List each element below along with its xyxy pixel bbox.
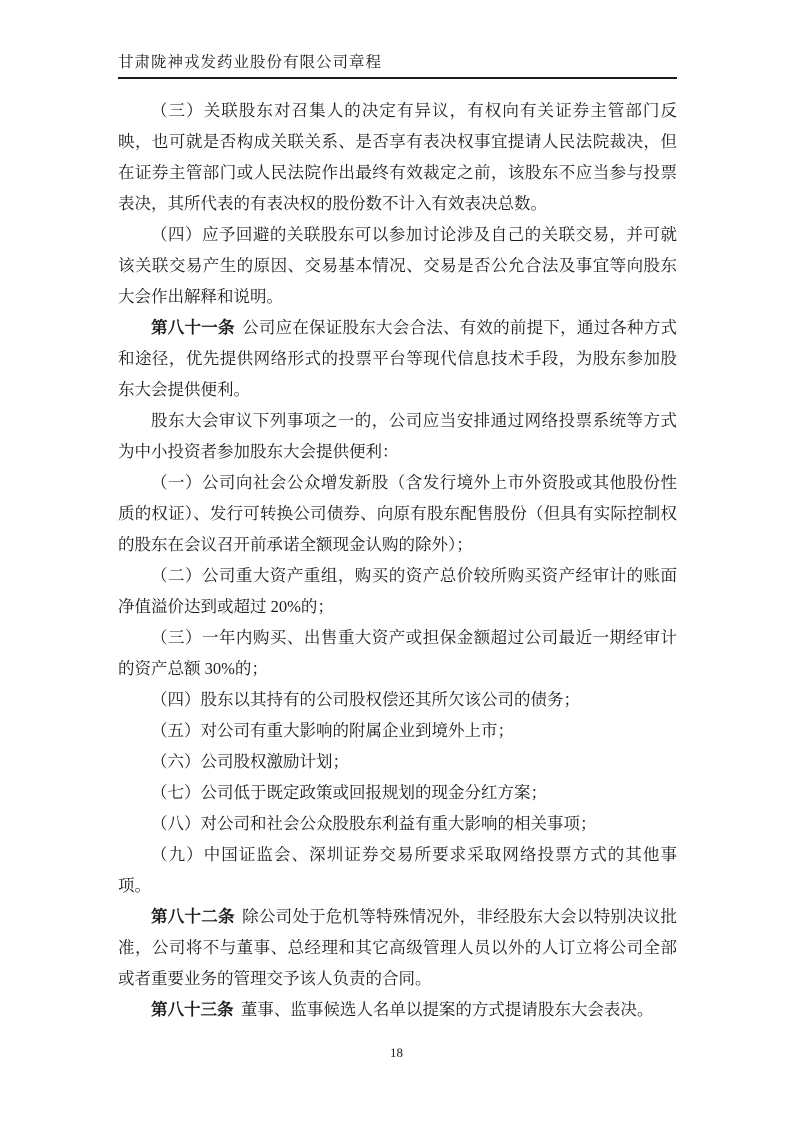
paragraph-text: （八）对公司和社会公众股股东利益有重大影响的相关事项； xyxy=(151,814,597,833)
paragraph-item-6 xyxy=(118,746,677,777)
article-number: 第八十一条 xyxy=(151,318,235,337)
paragraph-text: （二）公司重大资产重组，购买的资产总价较所购买资产经审计的账面净值溢价达到或超过 20%的； xyxy=(118,566,677,616)
paragraph-article-83 xyxy=(118,994,677,1025)
article-number: 第八十三条 xyxy=(151,1000,234,1019)
paragraph-article-81-intro xyxy=(118,405,677,467)
paragraph-article-82 xyxy=(118,901,677,994)
paragraph-item-9 xyxy=(118,839,677,901)
paragraph-item-7 xyxy=(118,777,677,808)
page-header xyxy=(118,50,677,79)
paragraph-text: （九）中国证监会、深圳证券交易所要求采取网络投票方式的其他事项。 xyxy=(118,845,677,895)
paragraph-text: 除公司处于危机等特殊情况外，非经股东大会以特别决议批准，公司将不与董事、总经理和其它高级管理人员以外的人订立将公司全部或者重要业务的管理交予该人负责的合同。 xyxy=(118,907,678,988)
header-title: 甘肃陇神戎发药业股份有限公司章程 xyxy=(118,54,383,71)
paragraph-text: （六）公司股权激励计划； xyxy=(151,752,349,771)
paragraph-item-5 xyxy=(118,715,677,746)
page-footer xyxy=(0,1044,793,1062)
paragraph-item-1 xyxy=(118,467,677,560)
paragraph-item-4 xyxy=(118,684,677,715)
paragraph-text: 股东大会审议下列事项之一的，公司应当安排通过网络投票系统等方式为中小投资者参加股东大会提供便利： xyxy=(118,411,677,461)
paragraph-article-81 xyxy=(118,312,677,405)
paragraph-text: 董事、监事候选人名单以提案的方式提请股东大会表决。 xyxy=(240,1000,654,1019)
paragraph-text: （七）公司低于既定政策或回报规划的现金分红方案； xyxy=(151,783,547,802)
paragraph-clause-3 xyxy=(118,95,677,219)
paragraph-text: （三）一年内购买、出售重大资产或担保金额超过公司最近一期经审计的资产总额 30%的； xyxy=(118,628,677,678)
paragraph-item-8 xyxy=(118,808,677,839)
paragraph-clause-4 xyxy=(118,219,677,312)
paragraph-text: （四）应予回避的关联股东可以参加讨论涉及自己的关联交易，并可就该关联交易产生的原因、交易基本情况、交易是否公允合法及事宜等向股东大会作出解释和说明。 xyxy=(118,225,677,306)
paragraph-text: （一）公司向社会公众增发新股（含发行境外上市外资股或其他股份性质的权证）、发行可转换公司债券、向原有股东配售股份（但具有实际控制权的股东在会议召开前承诺全额现金认购的除外）； xyxy=(118,473,677,554)
paragraph-text: （五）对公司有重大影响的附属企业到境外上市； xyxy=(151,721,514,740)
article-number: 第八十二条 xyxy=(151,907,235,926)
paragraph-item-2 xyxy=(118,560,677,622)
paragraph-text: （四）股东以其持有的公司股权偿还其所欠该公司的债务； xyxy=(151,690,580,709)
paragraph-text: （三）关联股东对召集人的决定有异议，有权向有关证券主管部门反映，也可就是否构成关联关系、是否享有表决权事宜提请人民法院裁决，但在证券主管部门或人民法院作出最终有效裁定之前，该股东不应当参与投票表决，其所代表的有表决权的股份数不计入有效表决总数。 xyxy=(118,101,677,213)
paragraph-item-3 xyxy=(118,622,677,684)
page-number: 18 xyxy=(390,1045,403,1060)
paragraph-text: 公司应在保证股东大会合法、有效的前提下，通过各种方式和途径，优先提供网络形式的投票平台等现代信息技术手段，为股东参加股东大会提供便利。 xyxy=(118,318,678,399)
document-body xyxy=(118,95,677,1025)
